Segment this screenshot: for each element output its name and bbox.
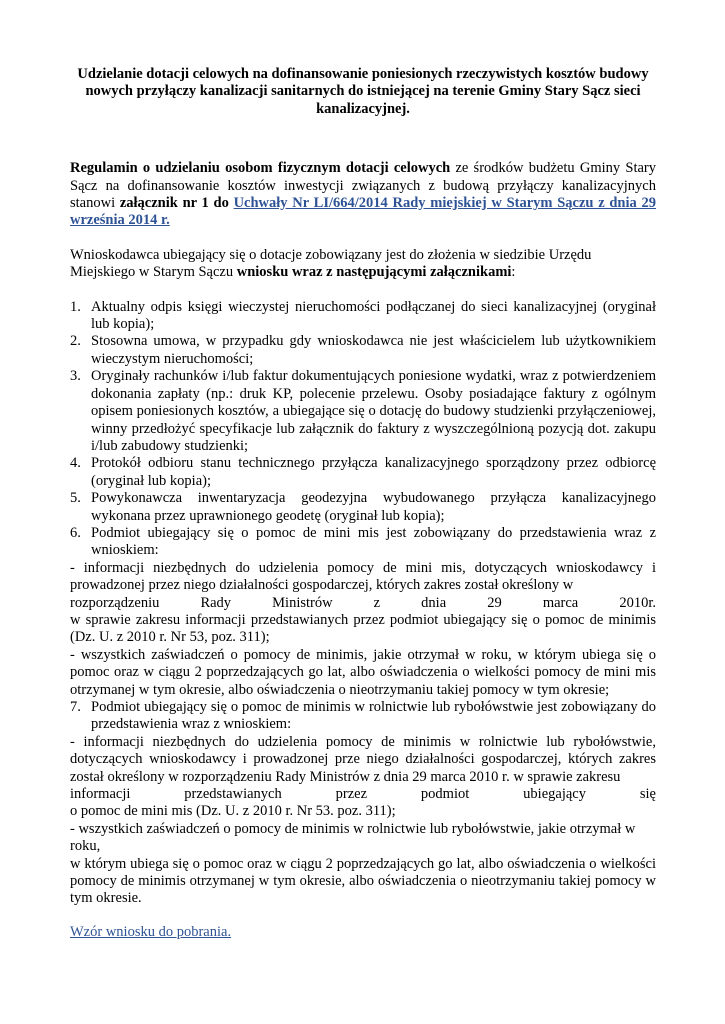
list-item bbox=[70, 455, 656, 490]
list-item-number: 6. bbox=[70, 524, 81, 541]
item6-sub-b: - wszystkich zaświadczeń o pomocy de minimis, jakie otrzymał w roku, w którym ubiega się o pomoc oraz w ciągu 2 poprzedzających go lat, albo oświadczenia o wielkości pomocy de mini mis otrzymanej w tym okresie, albo oświadczenia o nieotrzymaniu takiej pomocy w tym okresie; bbox=[70, 646, 656, 698]
intro-paragraph bbox=[70, 160, 656, 230]
list-item bbox=[70, 368, 656, 455]
list-item-7 bbox=[70, 699, 656, 734]
list-item-text: Oryginały rachunków i/lub faktur dokumentujących poniesione wydatki, wraz z potwierdzeniem dokonania zapłaty (np.: druk KP, polecenie przelewu. Osoby posiadające faktury z ogólnym opisem poniesionych kosztów, a ubiegające się o dotację do budowy studzienki przyłączeniowej, winny przedłożyć specyfikacje lub załącznik do faktury z wyszczególnioną pozycją dot. zakupu i/lub zabudowy studzienki; bbox=[91, 368, 656, 454]
item7-sub-a-line: informacji przedstawianych przez podmiot ubiegający się bbox=[70, 786, 656, 803]
download-form-link[interactable]: Wzór wniosku do pobrania. bbox=[70, 923, 232, 940]
list-item-number: 3. bbox=[70, 368, 81, 385]
applicant-colon: : bbox=[511, 264, 516, 281]
item6-sub-a-line3: rozporządzeniu Rady Ministrów z dnia 29 marca 2010r. bbox=[70, 594, 656, 611]
item6-sub-a-part1: - informacji niezbędnych do udzielenia pomocy de mini mis, dotyczących wnioskodawcy i prowadzonej przez niego działalności gospodarczej, których zakres został określony w bbox=[70, 559, 656, 594]
applicant-text: Wnioskodawca ubiegający się o dotacje zobowiązany jest do złożenia w siedzibie Urzędu Miejskiego w Starym Sączu bbox=[70, 246, 592, 281]
list-item-number: 2. bbox=[70, 333, 81, 350]
list-item-number: 5. bbox=[70, 490, 81, 507]
list-item-text: Powykonawcza inwentaryzacja geodezyjna wybudowanego przyłącza kanalizacyjnego wykonana przez uprawnionego geodetę (oryginał lub kopia); bbox=[91, 490, 656, 524]
attachments-list bbox=[70, 299, 656, 560]
download-paragraph bbox=[70, 924, 656, 941]
document-title: Udzielanie dotacji celowych na dofinansowanie poniesionych rzeczywistych kosztów budowy nowych przyłączy kanalizacji sanitarnych do istniejącej na terenie Gminy Stary Sącz sieci kanalizacyjnej. bbox=[77, 66, 649, 117]
list-item-text: Podmiot ubiegający się o pomoc de minimis w rolnictwie lub rybołówstwie jest zobowiązany do przedstawienia wraz z wnioskiem: bbox=[91, 699, 656, 733]
applicant-bold: wniosku wraz z następującymi załącznikami bbox=[236, 264, 512, 281]
intro-bold-start: Regulamin o udzielaniu osobom fizycznym dotacji celowych bbox=[70, 160, 451, 177]
list-item bbox=[70, 299, 656, 334]
list-item-number: 4. bbox=[70, 455, 81, 472]
list-item-text: Protokół odbioru stanu technicznego przyłącza kanalizacyjnego sporządzony przez odbiorcę (oryginał lub kopia); bbox=[91, 455, 656, 489]
item7-sub-a-part1: - informacji niezbędnych do udzielenia pomocy de minimis w rolnictwie lub rybołówstwie, dotyczących wnioskodawcy i prowadzonej prze niego działalności gospodarczej, których zakres został określony w rozporządzeniu Rady Ministrów z dnia 29 marca 2010 r. w sprawie zakresu bbox=[70, 733, 656, 785]
list-item bbox=[70, 525, 656, 560]
list-item-text: Stosowna umowa, w przypadku gdy wnioskodawca nie jest właścicielem lub użytkownikiem wieczystym nieruchomości; bbox=[91, 333, 656, 367]
list-item-text: Aktualny odpis księgi wieczystej nieruchomości podłączanej do sieci kanalizacyjnej (oryginał lub kopia); bbox=[91, 298, 656, 333]
list-item-number: 7. bbox=[70, 699, 81, 715]
list-item-number: 1. bbox=[70, 298, 81, 315]
applicant-paragraph bbox=[70, 247, 656, 282]
item7-sub-b-line1: - wszystkich zaświadczeń o pomocy de minimis w rolnictwie lub rybołówstwie, jakie otrzymał w roku, bbox=[70, 820, 636, 855]
list-item bbox=[70, 333, 656, 368]
item7-sub-a-part2: o pomoc de mini mis (Dz. U. z 2010 r. Nr 53. poz. 311); bbox=[70, 803, 396, 820]
item6-sub-a-part2: w sprawie zakresu informacji przedstawianych przez podmiot ubiegający się o pomoc de minimis (Dz. U. z 2010 r. Nr 53, poz. 311); bbox=[70, 611, 656, 646]
item7-sub-b-rest: w którym ubiega się o pomoc oraz w ciągu 2 poprzedzających go lat, albo oświadczenia o wielkości pomocy de minimis otrzymanej w tym okresie, albo oświadczenia o nieotrzymaniu takiej pomocy w tym okresie. bbox=[70, 855, 656, 907]
list-item-text: Podmiot ubiegający się o pomoc de mini mis jest zobowiązany do przedstawienia wraz z wnioskiem: bbox=[91, 524, 656, 559]
intro-attachment: załącznik nr 1 do bbox=[119, 195, 229, 212]
intro-text: ze środków budżetu Gminy Stary Sącz na dofinansowanie kosztów inwestycji związanych z budową przyłączy kanalizacyjnych stanowi bbox=[70, 160, 656, 212]
document-page bbox=[70, 66, 656, 941]
list-item bbox=[70, 490, 656, 525]
resolution-link[interactable]: Uchwały Nr LI/664/2014 Rady miejskiej w Starym Sączu z dnia 29 września 2014 r. bbox=[70, 195, 657, 229]
